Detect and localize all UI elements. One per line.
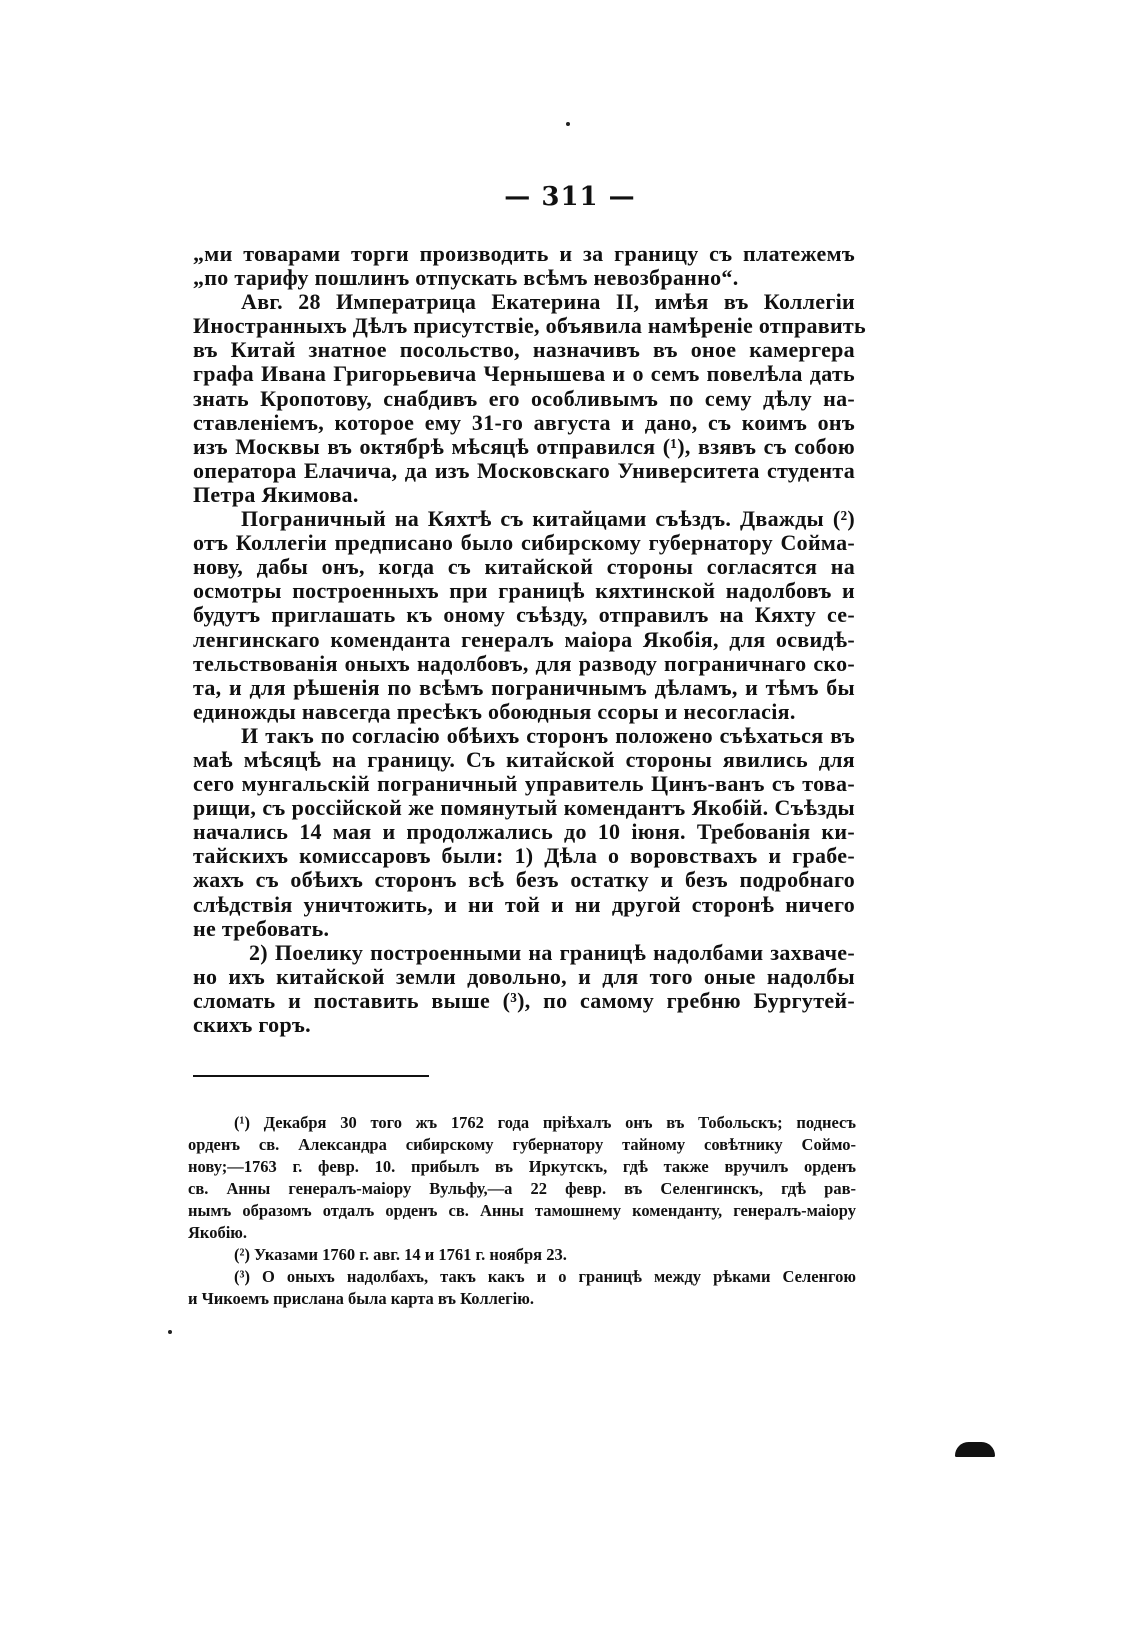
text-line: Пограничный на Кяхтѣ съ китайцами съѣздъ. Дважды (²)	[241, 506, 855, 532]
text-line: жахъ съ обѣихъ сторонъ всѣ безъ остатку и безъ подробнаго	[193, 867, 855, 893]
text-line: но ихъ китайской земли довольно, и для того оные надолбы	[193, 963, 855, 989]
text-line: изъ Москвы въ октябрѣ мѣсяцѣ отправился (¹), взявъ съ собою	[193, 433, 855, 459]
text-line: сего мунгальскій пограничный управитель Цинъ-ванъ съ това-	[193, 771, 855, 797]
text-line: Петра Якимова.	[193, 481, 359, 507]
footnotes	[188, 1112, 856, 1310]
text-line: начались 14 мая и продолжались до 10 іюня. Требованія ки-	[193, 819, 855, 845]
text-line: ленгинскаго коменданта генералъ маіора Якобія, для освидѣ-	[193, 626, 855, 652]
text-line: отъ Коллегіи предписано было сибирскому губернатору Сойма-	[193, 530, 855, 556]
text-line: та, и для рѣшенія по всѣмъ пограничнымъ дѣламъ, и тѣмъ бы	[193, 674, 855, 700]
page-number: — 311 —	[504, 182, 636, 212]
footnote-line: и Чикоемъ прислана была карта въ Коллегію.	[188, 1289, 534, 1308]
text-line: будутъ приглашать къ оному съѣзду, отправилъ на Кяхту се-	[193, 602, 855, 628]
text-line: 2) Поелику построенными на границѣ надолбами захваче-	[249, 939, 855, 965]
text-line: единожды навсегда пресѣкъ обоюдныя ссоры и несогласія.	[193, 698, 796, 724]
text-line: „по тарифу пошлинъ отпускать всѣмъ невозбранно“.	[193, 265, 739, 291]
text-line: знать Кропотову, снабдивъ его особливымъ по сему дѣлу на-	[193, 385, 855, 411]
text-line: слѣдствія уничтожить, и ни той и ни другой сторонѣ ничего	[193, 891, 855, 917]
text-line: Авг. 28 Императрица Екатерина II, имѣя въ Коллегіи	[241, 289, 855, 315]
text-line: сломать и поставить выше (³), по самому гребню Бургутей-	[193, 987, 855, 1013]
text-line: скихъ горъ.	[193, 1012, 311, 1037]
text-line: тайскихъ комиссаровъ были: 1) Дѣла о воровствахъ и грабе-	[193, 843, 855, 869]
footnote-line: Якобію.	[188, 1223, 248, 1242]
footnote-line: (²) Указами 1760 г. авг. 14 и 1761 г. ноября 23.	[234, 1245, 567, 1264]
footnote-line: нову;—1763 г. февр. 10. прибылъ въ Иркутскъ, гдѣ также вручилъ орденъ	[188, 1157, 856, 1176]
print-speck	[566, 122, 570, 126]
text-line: ставленіемъ, которое ему 31-го августа и дано, съ коимъ онъ	[193, 409, 855, 435]
ink-blot	[955, 1442, 995, 1457]
text-line: И такъ по согласію обѣихъ сторонъ положено съѣхаться въ	[241, 722, 855, 748]
text-line: маѣ мѣсяцѣ на границу. Съ китайской стороны явились для	[193, 746, 855, 772]
text-line: графа Ивана Григорьевича Чернышева и о семъ повелѣла дать	[193, 361, 855, 387]
text-line: Иностранныхъ Дѣлъ присутствіе, объявила намѣреніе отправить	[193, 313, 866, 339]
text-line: въ Китай знатное посольство, назначивъ въ оное камергера	[193, 337, 855, 363]
text-line: „ми товарами торги производить и за границу съ платежемъ	[193, 241, 855, 266]
footnote-line: нымъ образомъ отдалъ орденъ св. Анны тамошнему коменданту, генералъ-маіору	[188, 1201, 856, 1220]
text-line: оператора Елачича, да изъ Московскаго Университета студента	[193, 457, 855, 483]
footnote-line: св. Анны генералъ-маіору Вульфу,—а 22 февр. въ Селенгинскъ, гдѣ рав-	[188, 1179, 856, 1198]
text-line: осмотры построенныхъ при границѣ кяхтинской надолбовъ и	[193, 578, 855, 604]
main-text	[193, 241, 866, 1037]
footnote-line: (³) О оныхъ надолбахъ, такъ какъ и о границѣ между рѣками Селенгою	[234, 1267, 856, 1286]
print-speck	[168, 1330, 172, 1334]
text-line: рищи, съ россійской же помянутый комендантъ Якобій. Съѣзды	[193, 795, 855, 821]
text-line: не требовать.	[193, 915, 330, 941]
text-line: нову, дабы онъ, когда съ китайской стороны согласятся на	[193, 554, 855, 580]
footnote-separator	[193, 1075, 429, 1077]
footnote-line: (¹) Декабря 30 того жъ 1762 года пріѣхалъ онъ въ Тобольскъ; поднесъ	[234, 1113, 856, 1132]
text-line: тельствованія оныхъ надолбовъ, для разводу пограничнаго ско-	[193, 650, 855, 676]
footnote-line: орденъ св. Александра сибирскому губернатору тайному совѣтнику Соймо-	[188, 1135, 856, 1154]
